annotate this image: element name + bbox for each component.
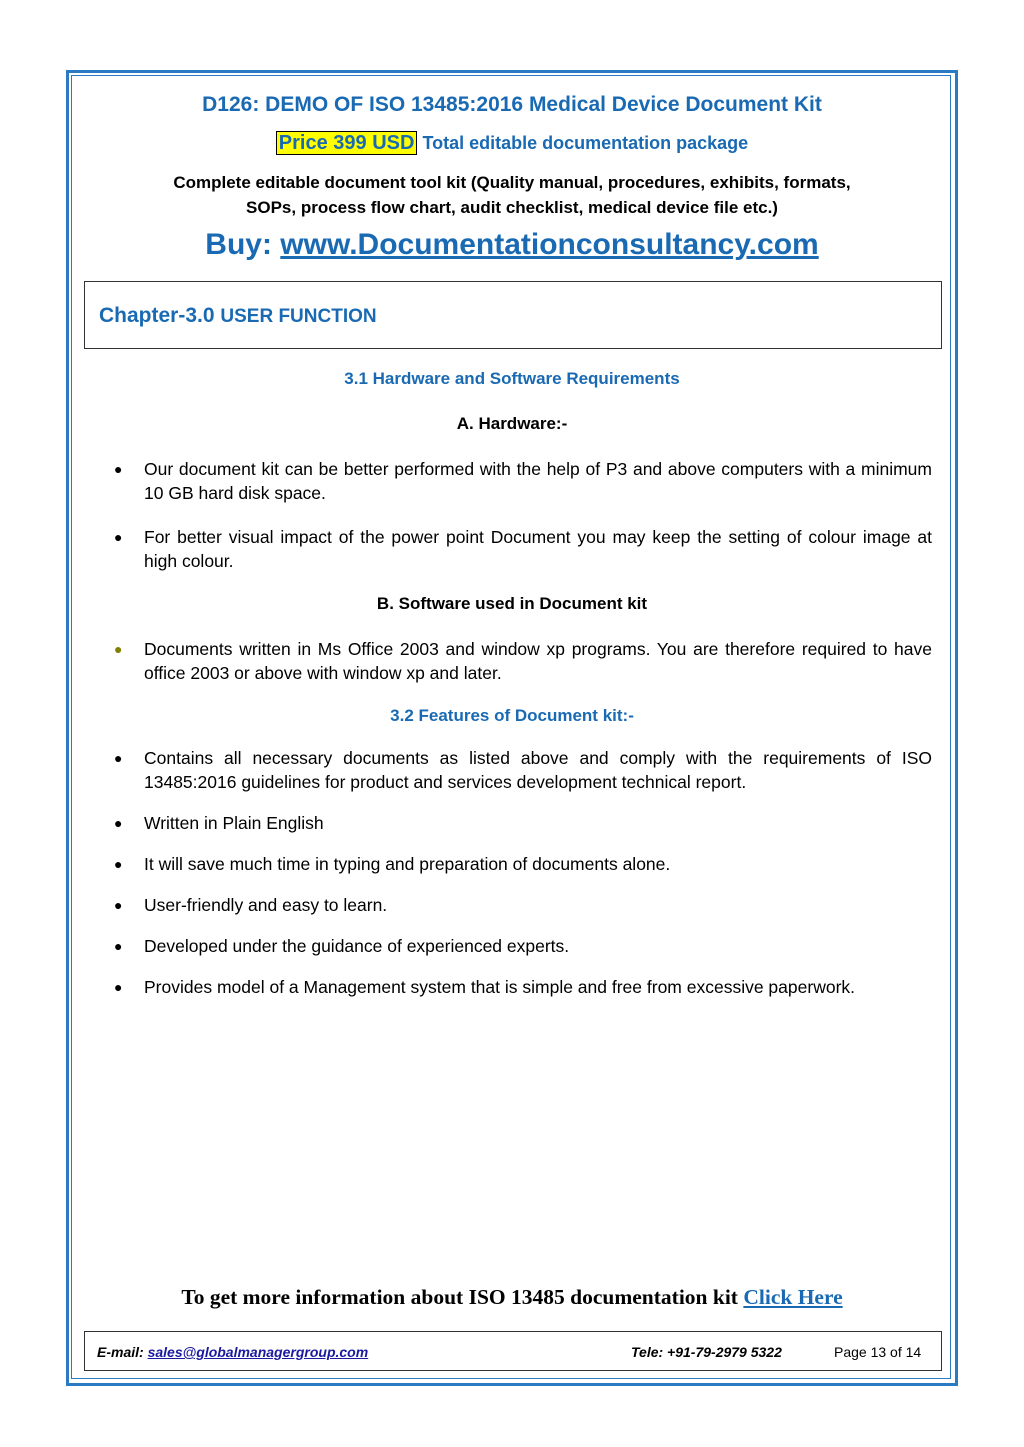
email-label: E-mail:: [97, 1344, 144, 1360]
list-item: [108, 811, 932, 835]
price-line: [0, 132, 1024, 155]
list-item: [108, 934, 932, 958]
bullet-dot-icon: ●: [114, 938, 123, 954]
list-item: [108, 637, 932, 685]
hardware-heading: A. Hardware:-: [456, 414, 568, 433]
list-item-text: It will save much time in typing and preparation of documents alone.: [144, 854, 671, 874]
bullet-dot-icon: ●: [114, 641, 123, 657]
list-item-text: Contains all necessary documents as listed above and comply with the requirements of ISO 13485:2016 guidelines for product and services development technical report.: [144, 748, 932, 792]
bullet-dot-icon: ●: [114, 815, 123, 831]
list-item: [108, 893, 932, 917]
more-info-line: [0, 1285, 1024, 1310]
list-item-text: Developed under the guidance of experienced experts.: [144, 936, 570, 956]
list-item-text: Provides model of a Management system that is simple and free from excessive paperwork.: [144, 977, 856, 997]
bullet-dot-icon: ●: [114, 979, 123, 995]
buy-label: Buy:: [205, 228, 272, 261]
list-item: [108, 525, 932, 573]
bullet-dot-icon: ●: [114, 750, 123, 766]
chapter-heading-box: [84, 281, 942, 349]
page-border-inner: [71, 75, 951, 1379]
list-item: [108, 852, 932, 876]
email-link[interactable]: sales@globalmanagergroup.com: [147, 1344, 369, 1360]
footer-telephone: Tele: +91-79-2979 5322: [631, 1344, 782, 1360]
list-item-text: For better visual impact of the power point Document you may keep the setting of colour image at high colour.: [144, 527, 932, 571]
list-item-text: Our document kit can be better performed with the help of P3 and above computers with a minimum 10 GB hard disk space.: [144, 459, 932, 503]
list-item: [108, 457, 932, 505]
list-item-text: Documents written in Ms Office 2003 and window xp programs. You are therefore required to have office 2003 or above with window xp and later.: [144, 639, 932, 683]
list-item-text: User-friendly and easy to learn.: [144, 895, 388, 915]
price-description: Total editable documentation package: [422, 133, 749, 153]
footer: [84, 1331, 942, 1371]
kit-description-line-2: SOPs, process flow chart, audit checklist, medical device file etc.): [246, 198, 778, 217]
more-info-text: To get more information about ISO 13485 documentation kit: [181, 1285, 738, 1309]
chapter-title: [99, 304, 377, 328]
document-title: D126: DEMO OF ISO 13485:2016 Medical Device Document Kit: [202, 93, 822, 116]
kit-description: [90, 170, 934, 220]
list-item-text: Written in Plain English: [144, 813, 324, 833]
list-item: [108, 746, 932, 794]
bullet-dot-icon: ●: [114, 529, 123, 545]
kit-description-line-1: Complete editable document tool kit (Quality manual, procedures, exhibits, formats,: [173, 173, 851, 192]
footer-email: [97, 1344, 368, 1360]
list-item: [108, 975, 932, 999]
bullet-dot-icon: ●: [114, 461, 123, 477]
buy-website-link[interactable]: www.Documentationconsultancy.com: [280, 228, 819, 261]
chapter-number: Chapter-3.0: [99, 304, 215, 327]
price-badge: Price 399 USD: [276, 131, 418, 155]
software-heading: B. Software used in Document kit: [376, 594, 648, 613]
page-number: Page 13 of 14: [834, 1344, 922, 1360]
section-heading-3-2: 3.2 Features of Document kit:-: [390, 706, 634, 725]
bullet-dot-icon: ●: [114, 897, 123, 913]
buy-line: [0, 228, 1024, 262]
click-here-link[interactable]: Click Here: [743, 1285, 843, 1309]
section-heading-3-1: 3.1 Hardware and Software Requirements: [344, 369, 680, 388]
chapter-name: USER FUNCTION: [220, 306, 377, 327]
bullet-dot-icon: ●: [114, 856, 123, 872]
